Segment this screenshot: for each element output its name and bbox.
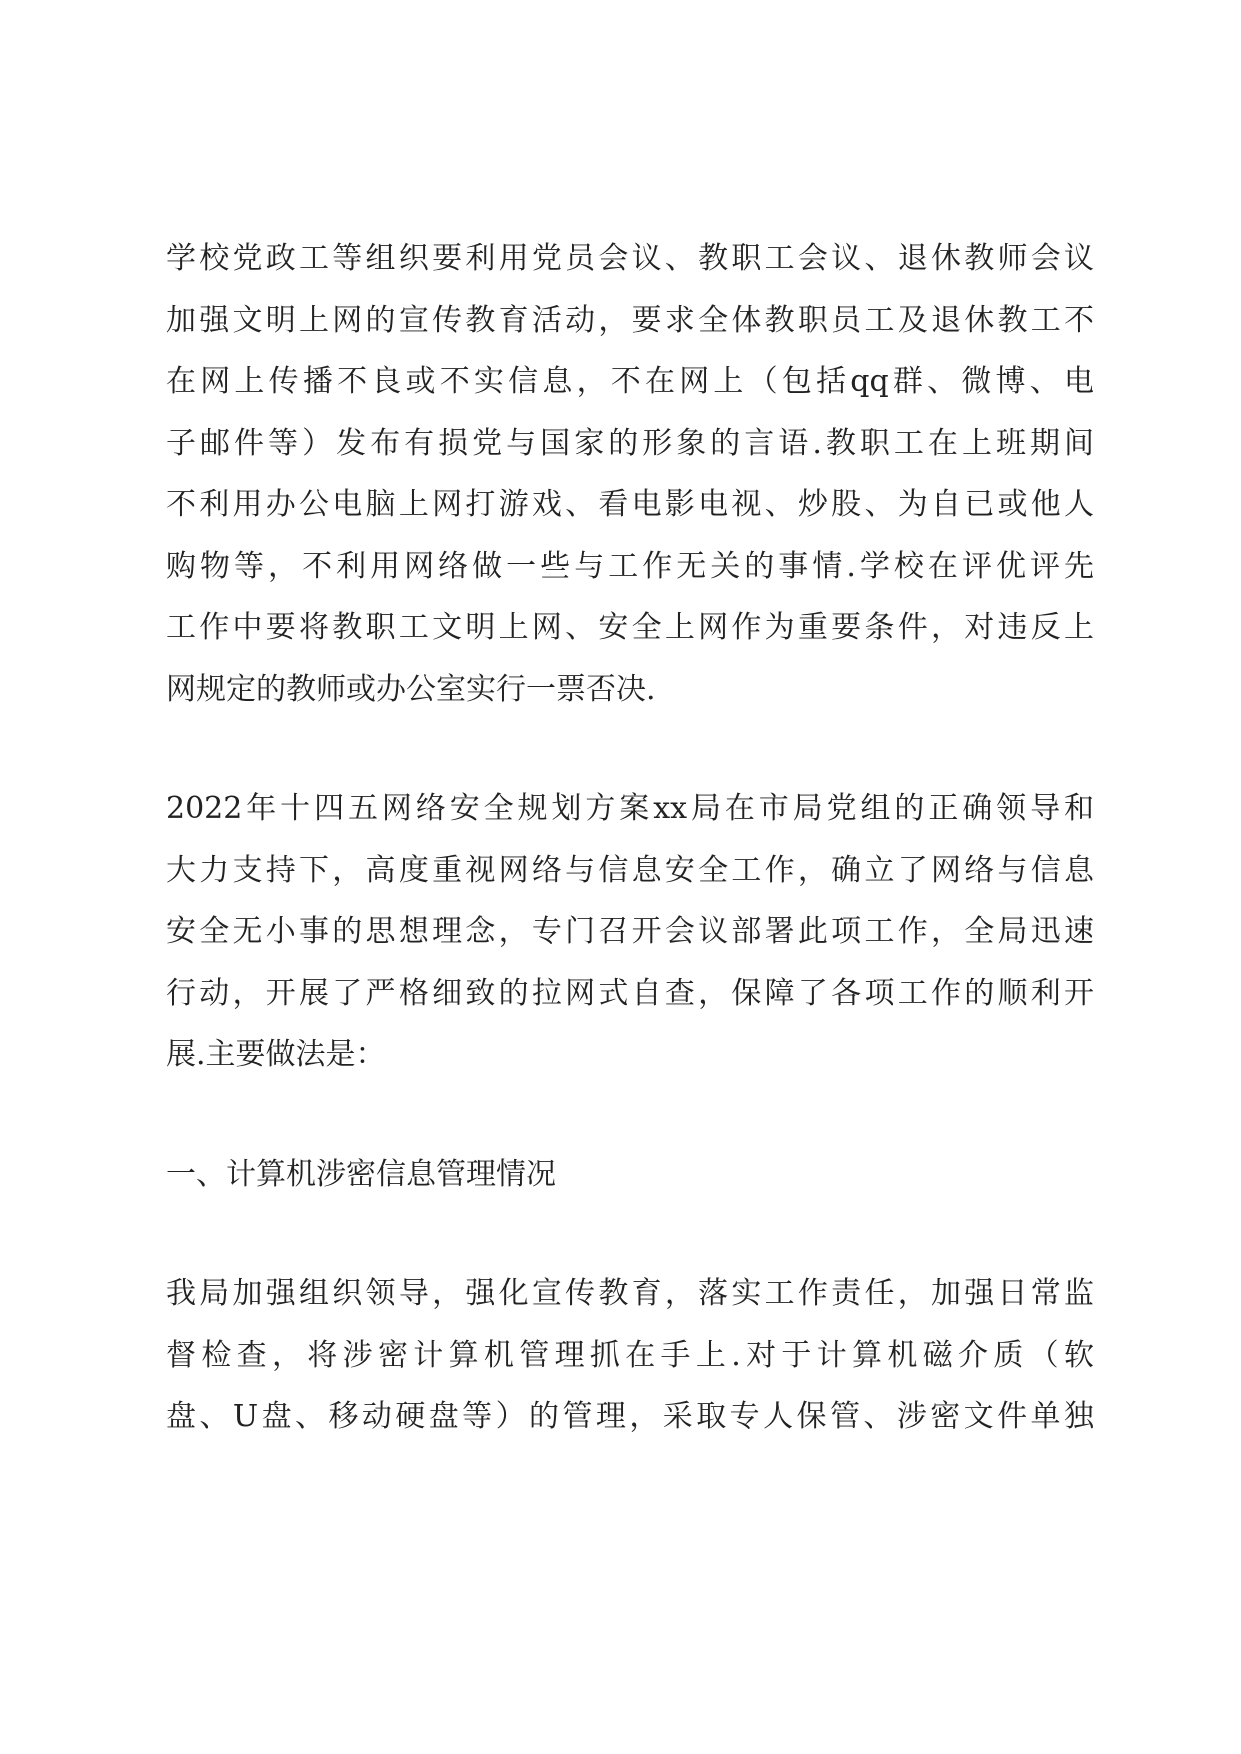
- text-line: 加强文明上网的宣传教育活动，要求全体教职员工及退休教工不: [166, 302, 1094, 338]
- text-line: 不利用办公电脑上网打游戏、看电影电视、炒股、为自已或他人: [166, 487, 1094, 522]
- text-line: 工作中要将教职工文明上网、安全上网作为重要条件，对违反上: [166, 610, 1094, 645]
- text-line: 我局加强组织领导，强化宣传教育，落实工作责任，加强日常监: [166, 1276, 1094, 1311]
- paragraph-internet-conduct: [166, 228, 1094, 720]
- text-line: 子邮件等）发布有损党与国家的形象的言语.教职工在上班期间: [166, 425, 1094, 461]
- text-line: 督检查，将涉密计算机管理抓在手上.对于计算机磁介质（软: [166, 1337, 1094, 1373]
- document-body: [166, 228, 1094, 1448]
- heading-line: 一、计算机涉密信息管理情况: [166, 1156, 556, 1192]
- paragraph-plan-intro: [166, 778, 1094, 1086]
- paragraph-spacer: [166, 720, 1094, 778]
- text-line: 网规定的教师或办公室实行一票否决.: [166, 671, 656, 707]
- text-line: 学校党政工等组织要利用党员会议、教职工会议、退休教师会议: [166, 241, 1094, 276]
- paragraph-spacer: [166, 1205, 1094, 1263]
- paragraph-spacer: [166, 1086, 1094, 1144]
- section-heading: [166, 1144, 1094, 1206]
- text-line: 2022年十四五网络安全规划方案xx局在市局党组的正确领导和: [166, 791, 1094, 826]
- text-line: 展.主要做法是：: [166, 1037, 386, 1072]
- text-line: 在网上传播不良或不实信息，不在网上（包括qq群、微博、电: [166, 364, 1094, 399]
- text-line: 行动，开展了严格细致的拉网式自查，保障了各项工作的顺利开: [166, 975, 1094, 1011]
- text-line: 安全无小事的思想理念，专门召开会议部署此项工作，全局迅速: [166, 914, 1094, 949]
- text-line: 购物等，不利用网络做一些与工作无关的事情.学校在评优评先: [166, 548, 1094, 584]
- paragraph-classified-management: [166, 1263, 1094, 1448]
- text-line: 大力支持下，高度重视网络与信息安全工作，确立了网络与信息: [166, 852, 1094, 888]
- text-line: 盘、U盘、移动硬盘等）的管理，采取专人保管、涉密文件单独: [166, 1399, 1094, 1434]
